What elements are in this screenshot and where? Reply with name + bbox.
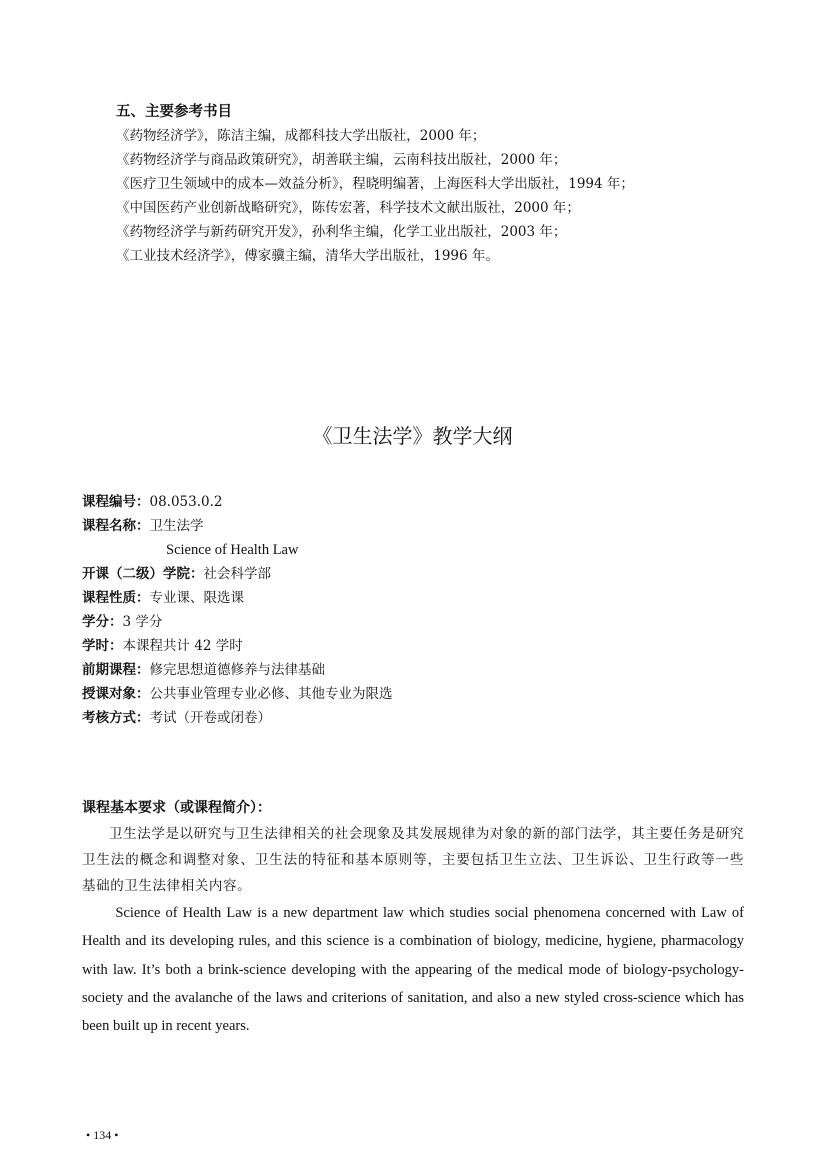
- course-code-row: [82, 490, 762, 514]
- requirements-heading: 课程基本要求（或课程简介）：: [82, 800, 271, 816]
- credits-value: 3 学分: [122, 614, 163, 630]
- reference-item: 《中国医药产业创新战略研究》，陈传宏著，科学技术文献出版社，2000 年；: [116, 200, 580, 216]
- course-name-label: 课程名称：: [82, 518, 150, 534]
- course-nature-label: 课程性质：: [82, 590, 150, 606]
- references-section: [116, 100, 766, 268]
- reference-item: 《药物经济学》，陈洁主编，成都科技大学出版社，2000 年；: [116, 128, 486, 144]
- reference-item: 《药物经济学与商品政策研究》，胡善联主编，云南科技出版社，2000 年；: [116, 152, 567, 168]
- reference-item: 《工业技术经济学》，傅家骥主编，清华大学出版社，1996 年。: [116, 248, 499, 264]
- requirements-en-paragraph: Science of Health Law is a new department law which studies social phenomena concerned with Law of Health and its developing rules, and this science is a combination of biology, medicine, hygiene, pharmacology with law. It’s both a brink-science developing with the appearing of the medical mode of biology-psychology-society and the avalanche of the laws and criterions of sanitation, and also a new styled cross-science which has been built up in recent years.: [82, 905, 744, 1035]
- page-number: • 134 •: [86, 1128, 119, 1142]
- prerequisite-row: [82, 658, 762, 682]
- hours-label: 学时：: [82, 638, 123, 654]
- assessment-value: 考试（开卷或闭卷）: [149, 710, 271, 726]
- credits-label: 学分：: [82, 614, 123, 630]
- course-nature-value: 专业课、限选课: [149, 590, 244, 606]
- hours-row: [82, 634, 762, 658]
- audience-row: [82, 682, 762, 706]
- reference-item: 《医疗卫生领域中的成本—效益分析》，程晓明编著，上海医科大学出版社，1994 年；: [116, 176, 634, 192]
- college-value: 社会科学部: [203, 566, 271, 582]
- course-name-row: [82, 514, 762, 538]
- course-requirements: [82, 795, 744, 1040]
- hours-value: 本课程共计 42 学时: [122, 638, 243, 654]
- prerequisite-value: 修完思想道德修养与法律基础: [149, 662, 325, 678]
- course-code-label: 课程编号：: [82, 494, 150, 510]
- reference-item: 《药物经济学与新药研究开发》，孙利华主编，化学工业出版社，2003 年；: [116, 224, 567, 240]
- assessment-label: 考核方式：: [82, 710, 150, 726]
- audience-label: 授课对象：: [82, 686, 150, 702]
- college-row: [82, 562, 762, 586]
- course-nature-row: [82, 586, 762, 610]
- credits-row: [82, 610, 762, 634]
- course-name-en: Science of Health Law: [166, 542, 299, 558]
- requirements-cn-paragraph: 卫生法学是以研究与卫生法律相关的社会现象及其发展规律为对象的新的部门法学，其主要任务是研究卫生法的概念和调整对象、卫生法的特征和基本原则等，主要包括卫生立法、卫生诉讼、卫生行政等一些基础的卫生法律相关内容。: [82, 826, 744, 894]
- prerequisite-label: 前期课程：: [82, 662, 150, 678]
- course-name-value: 卫生法学: [149, 518, 204, 534]
- course-code-value: 08.053.0.2: [149, 494, 223, 510]
- course-info: [82, 490, 762, 730]
- references-heading: 五、主要参考书目: [116, 104, 232, 120]
- audience-value: 公共事业管理专业必修、其他专业为限选: [149, 686, 393, 702]
- syllabus-title: 《卫生法学》教学大纲: [312, 424, 513, 448]
- assessment-row: [82, 706, 762, 730]
- college-label: 开课（二级）学院：: [82, 566, 204, 582]
